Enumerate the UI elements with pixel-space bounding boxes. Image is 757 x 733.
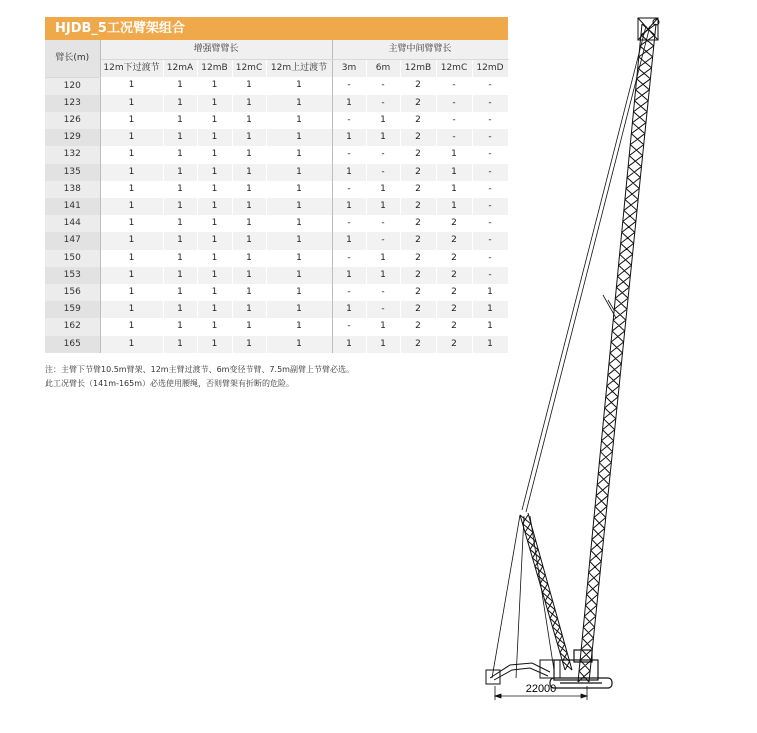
table-cell: 2 — [400, 215, 436, 232]
table-cell: 1 — [163, 164, 197, 181]
table-cell: 1 — [332, 336, 366, 353]
boom-length-cell: 135 — [45, 164, 100, 181]
column-header: 12mC — [232, 60, 266, 78]
table-cell: 1 — [366, 129, 400, 146]
table-cell: 2 — [436, 336, 472, 353]
table-row — [45, 198, 508, 215]
table-cell: 1 — [332, 164, 366, 181]
table-cell: 1 — [163, 301, 197, 318]
table-cell: 1 — [163, 181, 197, 198]
table-cell: 1 — [197, 112, 232, 129]
table-cell: - — [472, 250, 508, 267]
table-cell: 1 — [100, 198, 163, 215]
reinforced-boom-group-header: 增强臂臂长 — [100, 40, 332, 60]
column-header: 12mB — [197, 60, 232, 78]
main-boom — [578, 24, 656, 682]
table-cell: 1 — [197, 215, 232, 232]
table-cell: 1 — [163, 77, 197, 95]
table-cell: 1 — [232, 112, 266, 129]
table-row — [45, 112, 508, 129]
table-cell: 1 — [266, 318, 332, 335]
table-cell: 1 — [266, 129, 332, 146]
boom-length-cell: 159 — [45, 301, 100, 318]
table-cell: 1 — [197, 336, 232, 353]
table-cell: 1 — [163, 146, 197, 163]
table-note: 注：主臂下节臂10.5m臂架、12m主臂过渡节、6m变径节臂、7.5m副臂上节臂必选。 — [45, 365, 354, 374]
table-row — [45, 95, 508, 112]
table-cell: - — [472, 112, 508, 129]
table-row — [45, 215, 508, 232]
boom-length-cell: 162 — [45, 318, 100, 335]
table-row — [45, 301, 508, 318]
table-row — [45, 250, 508, 267]
table-cell: 1 — [266, 181, 332, 198]
table-cell: - — [332, 250, 366, 267]
table-cell: 1 — [100, 250, 163, 267]
column-header: 12mC — [436, 60, 472, 78]
table-cell: 1 — [266, 164, 332, 181]
table-cell: 1 — [100, 318, 163, 335]
table-cell: - — [472, 95, 508, 112]
table-cell: - — [366, 215, 400, 232]
table-cell: 1 — [197, 129, 232, 146]
table-cell: 1 — [232, 164, 266, 181]
table-cell: 1 — [332, 301, 366, 318]
table-cell: 2 — [400, 181, 436, 198]
table-cell: 2 — [436, 232, 472, 249]
table-cell: 1 — [197, 95, 232, 112]
table-cell: 1 — [366, 181, 400, 198]
table-cell: 1 — [266, 77, 332, 95]
table-cell: - — [332, 77, 366, 95]
table-cell: 1 — [472, 336, 508, 353]
boom-length-cell: 138 — [45, 181, 100, 198]
table-cell: 1 — [197, 77, 232, 95]
table-cell: 1 — [197, 181, 232, 198]
table-cell: 1 — [436, 146, 472, 163]
table-cell: 1 — [366, 318, 400, 335]
table-cell: 1 — [163, 267, 197, 284]
table-cell: 1 — [197, 198, 232, 215]
table-cell: 1 — [163, 95, 197, 112]
table-cell: 1 — [232, 267, 266, 284]
boom-length-cell: 141 — [45, 198, 100, 215]
table-cell: 1 — [266, 146, 332, 163]
table-cell: 1 — [163, 112, 197, 129]
middle-boom-group-header: 主臂中间臂臂长 — [332, 40, 508, 60]
table-cell: 1 — [232, 232, 266, 249]
table-cell: 1 — [100, 232, 163, 249]
table-cell: - — [366, 232, 400, 249]
table-row — [45, 129, 508, 146]
table-cell: 2 — [400, 336, 436, 353]
table-cell: 1 — [232, 284, 266, 301]
table-cell: - — [332, 146, 366, 163]
table-cell: - — [332, 112, 366, 129]
table-cell: 1 — [100, 95, 163, 112]
table-cell: 1 — [436, 164, 472, 181]
boom-length-cell: 120 — [45, 77, 100, 95]
table-cell: 1 — [163, 336, 197, 353]
table-cell: 1 — [163, 232, 197, 249]
table-cell: - — [332, 284, 366, 301]
table-cell: 1 — [232, 336, 266, 353]
table-cell: - — [332, 318, 366, 335]
table-cell: 1 — [100, 146, 163, 163]
boom-length-cell: 129 — [45, 129, 100, 146]
table-cell: - — [366, 284, 400, 301]
table-cell: 1 — [232, 215, 266, 232]
table-cell: - — [472, 267, 508, 284]
table-cell: 1 — [472, 301, 508, 318]
table-cell: - — [472, 215, 508, 232]
table-cell: - — [436, 95, 472, 112]
table-cell: 2 — [400, 198, 436, 215]
table-cell: 1 — [100, 267, 163, 284]
table-cell: 1 — [366, 112, 400, 129]
table-cell: 1 — [366, 267, 400, 284]
boom-length-cell: 132 — [45, 146, 100, 163]
table-cell: 1 — [100, 112, 163, 129]
table-cell: - — [472, 164, 508, 181]
table-cell: - — [472, 77, 508, 95]
table-cell: 1 — [266, 215, 332, 232]
table-cell: - — [472, 146, 508, 163]
table-cell: 1 — [436, 198, 472, 215]
table-row — [45, 318, 508, 335]
table-cell: 2 — [400, 129, 436, 146]
table-cell: 1 — [197, 164, 232, 181]
table-cell: 2 — [400, 146, 436, 163]
boom-length-cell: 123 — [45, 95, 100, 112]
table-cell: 1 — [232, 198, 266, 215]
column-header: 12m上过渡节 — [266, 60, 332, 78]
superlift-arm — [486, 660, 560, 684]
table-cell: 1 — [366, 198, 400, 215]
table-row — [45, 336, 508, 353]
boom-length-cell: 147 — [45, 232, 100, 249]
table-cell: 2 — [400, 164, 436, 181]
column-header: 6m — [366, 60, 400, 78]
table-cell: 1 — [197, 250, 232, 267]
table-cell: 2 — [436, 250, 472, 267]
table-cell: 1 — [472, 318, 508, 335]
table-cell: 1 — [232, 318, 266, 335]
table-cell: - — [366, 95, 400, 112]
table-cell: - — [436, 112, 472, 129]
table-cell: 1 — [163, 250, 197, 267]
table-cell: 1 — [266, 284, 332, 301]
table-cell: 1 — [366, 250, 400, 267]
table-cell: 1 — [197, 318, 232, 335]
column-header: 12mA — [163, 60, 197, 78]
table-cell: - — [472, 198, 508, 215]
table-cell: 1 — [100, 164, 163, 181]
table-cell: 1 — [100, 77, 163, 95]
table-cell: 1 — [436, 181, 472, 198]
table-row — [45, 181, 508, 198]
boom-length-cell: 126 — [45, 112, 100, 129]
table-cell: 1 — [100, 215, 163, 232]
table-cell: 2 — [436, 301, 472, 318]
table-cell: 1 — [100, 301, 163, 318]
table-cell: 1 — [163, 318, 197, 335]
table-row — [45, 164, 508, 181]
table-cell: 1 — [232, 77, 266, 95]
table-cell: 1 — [100, 129, 163, 146]
table-cell: 2 — [400, 284, 436, 301]
column-header: 12mB — [400, 60, 436, 78]
table-cell: 2 — [400, 95, 436, 112]
table-row — [45, 232, 508, 249]
pendant-ropes — [492, 26, 650, 678]
table-cell: 1 — [266, 198, 332, 215]
table-cell: 1 — [100, 336, 163, 353]
table-cell: 1 — [266, 267, 332, 284]
table-cell: 1 — [100, 181, 163, 198]
table-cell: 1 — [197, 301, 232, 318]
table-row — [45, 77, 508, 95]
table-cell: 2 — [400, 301, 436, 318]
crawler-crane-diagram — [470, 10, 670, 710]
table-row — [45, 284, 508, 301]
table-cell: 1 — [232, 95, 266, 112]
table-cell: - — [366, 164, 400, 181]
table-cell: 1 — [266, 301, 332, 318]
table-cell: 1 — [100, 284, 163, 301]
table-cell: 1 — [332, 198, 366, 215]
table-cell: 1 — [197, 267, 232, 284]
boom-length-cell: 165 — [45, 336, 100, 353]
boom-length-cell: 144 — [45, 215, 100, 232]
table-cell: 1 — [366, 336, 400, 353]
table-cell: 1 — [163, 215, 197, 232]
table-cell: 1 — [232, 146, 266, 163]
table-cell: 1 — [472, 284, 508, 301]
table-cell: - — [472, 181, 508, 198]
table-cell: 1 — [266, 250, 332, 267]
column-header: 12m下过渡节 — [100, 60, 163, 78]
table-cell: 1 — [266, 95, 332, 112]
table-cell: 2 — [400, 250, 436, 267]
table-cell: 1 — [163, 129, 197, 146]
boom-length-header: 臂长(m) — [45, 40, 100, 77]
boom-length-cell: 150 — [45, 250, 100, 267]
table-row — [45, 267, 508, 284]
table-cell: 1 — [163, 198, 197, 215]
table-cell: 1 — [332, 129, 366, 146]
table-cell: - — [332, 181, 366, 198]
table-cell: 2 — [436, 215, 472, 232]
table-cell: 2 — [400, 77, 436, 95]
boom-length-cell: 156 — [45, 284, 100, 301]
table-cell: 2 — [400, 112, 436, 129]
mast — [520, 513, 572, 670]
table-cell: - — [436, 77, 472, 95]
table-cell: 1 — [232, 129, 266, 146]
table-cell: 1 — [232, 181, 266, 198]
table-cell: 1 — [266, 336, 332, 353]
table-cell: - — [366, 301, 400, 318]
table-cell: 1 — [332, 232, 366, 249]
table-cell: - — [366, 146, 400, 163]
table-cell: 1 — [197, 232, 232, 249]
table-cell: 1 — [197, 146, 232, 163]
table-cell: 1 — [266, 232, 332, 249]
table-cell: - — [472, 129, 508, 146]
dimension-label: 22000 — [525, 683, 557, 695]
table-note: 此工况臂长（141m-165m）必选使用腰绳，否则臂架有折断的危险。 — [45, 379, 295, 388]
table-cell: 1 — [266, 112, 332, 129]
table-row — [45, 146, 508, 163]
table-cell: 2 — [400, 267, 436, 284]
table-cell: - — [436, 129, 472, 146]
table-cell: - — [472, 232, 508, 249]
table-cell: 2 — [400, 232, 436, 249]
boom-length-cell: 153 — [45, 267, 100, 284]
table-cell: 1 — [163, 284, 197, 301]
table-cell: - — [332, 215, 366, 232]
column-header: 12mD — [472, 60, 508, 78]
table-cell: 2 — [436, 284, 472, 301]
column-header: 3m — [332, 60, 366, 78]
table-cell: 1 — [197, 284, 232, 301]
table-cell: 1 — [332, 95, 366, 112]
table-cell: 2 — [436, 267, 472, 284]
table-cell: 1 — [332, 267, 366, 284]
boom-configuration-table — [45, 40, 509, 353]
table-cell: 1 — [232, 250, 266, 267]
table-cell: - — [366, 77, 400, 95]
table-title: HJDB_5工况臂架组合 — [45, 17, 508, 40]
table-cell: 2 — [436, 318, 472, 335]
table-cell: 2 — [400, 318, 436, 335]
table-cell: 1 — [232, 301, 266, 318]
